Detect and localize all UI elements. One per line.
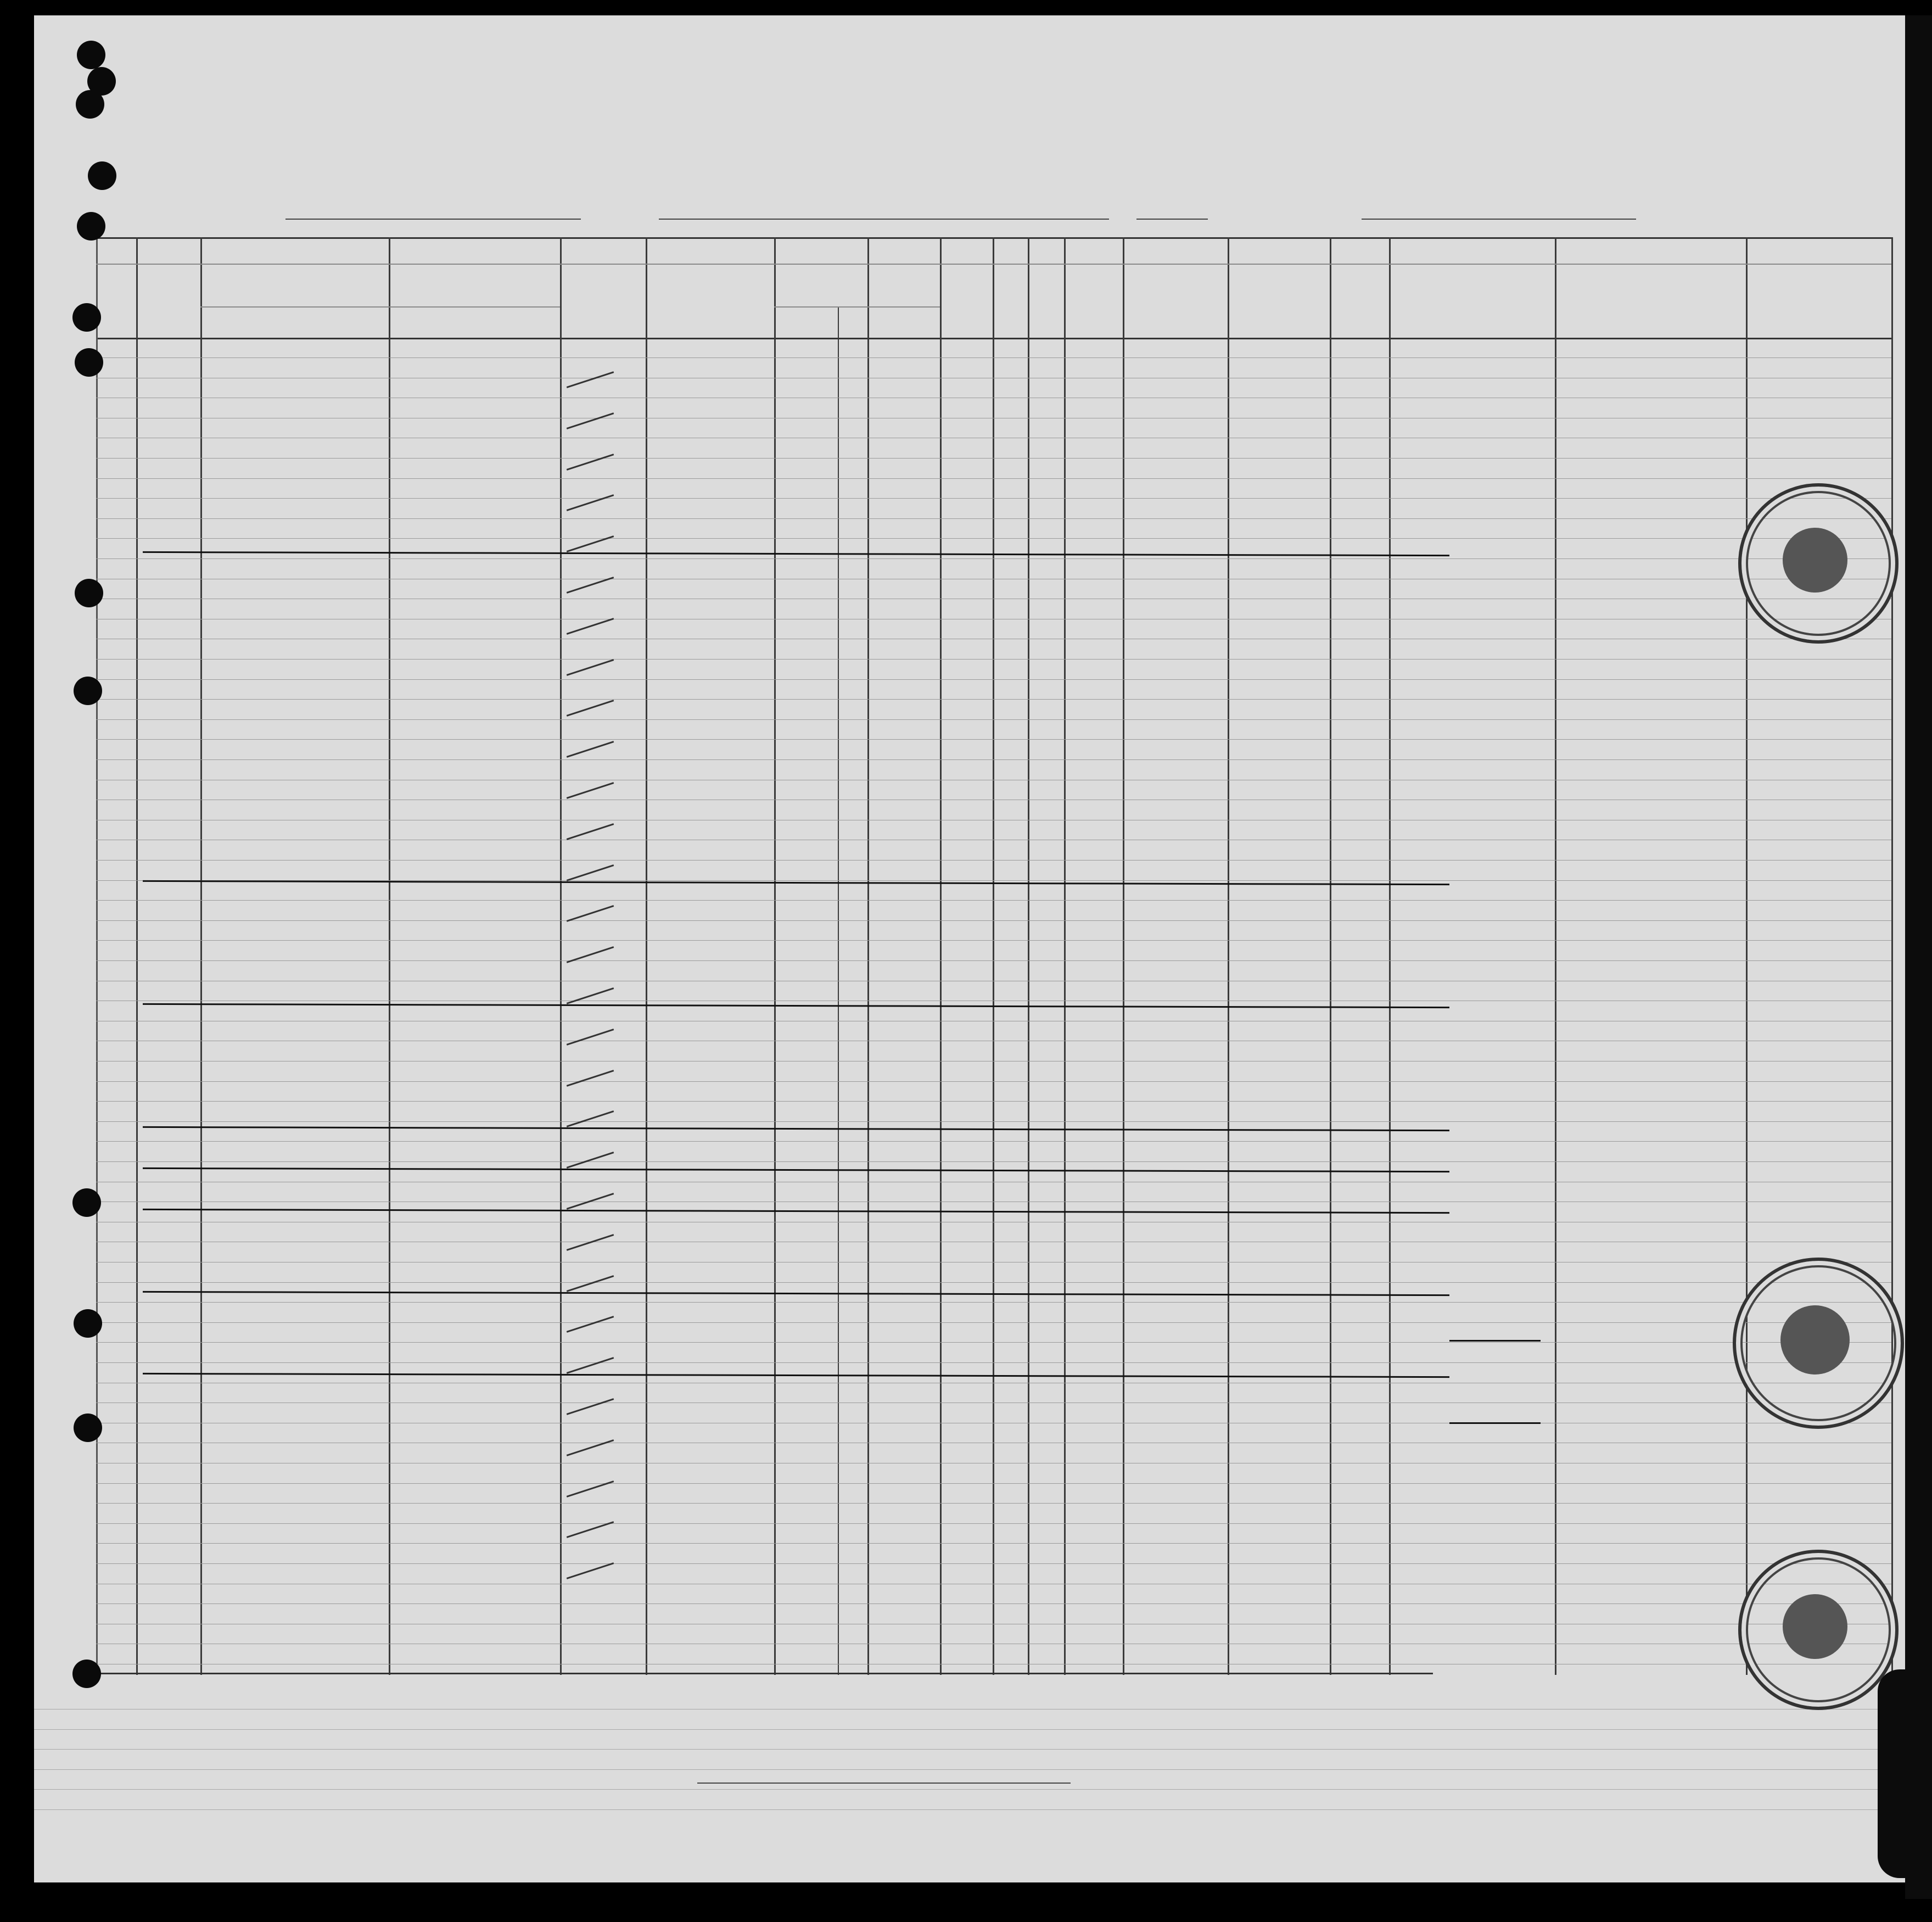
punch-hole (88, 161, 116, 190)
column-divider (993, 237, 994, 1675)
ruling-line (96, 357, 1891, 358)
check-mark (567, 454, 614, 471)
ruling-line (96, 1603, 1891, 1604)
row-strikethrough (143, 1290, 1449, 1295)
column-divider (774, 237, 776, 1675)
column-divider (1746, 237, 1748, 1675)
check-mark (567, 412, 614, 429)
ruling-line (96, 1563, 1891, 1564)
ruling-line (96, 739, 1891, 740)
check-mark (567, 741, 614, 758)
ruling-line (96, 679, 1891, 680)
ruling-line (96, 1543, 1891, 1544)
ruling-line (96, 1503, 1891, 1504)
ruling-line (34, 1809, 1905, 1810)
punch-hole (74, 1309, 102, 1338)
shipped-subdivider (838, 308, 839, 1675)
vessel-line-underline (659, 219, 977, 220)
punch-hole (72, 1660, 101, 1688)
check-mark (567, 1357, 614, 1374)
check-mark (567, 371, 614, 388)
column-divider (1064, 237, 1066, 1675)
ruling-line (96, 538, 1891, 539)
check-mark (567, 1522, 614, 1539)
punch-hole (74, 1413, 102, 1442)
ruling-line (96, 1121, 1891, 1122)
ruling-line (96, 1322, 1891, 1323)
row-strikethrough (143, 1373, 1449, 1378)
ruling-line (96, 1342, 1891, 1343)
column-divider (1228, 237, 1229, 1675)
ruling-line (96, 1141, 1891, 1142)
scan-edge (1905, 15, 1932, 1899)
ruling-line (96, 1081, 1891, 1082)
ruling-line (96, 1101, 1891, 1102)
ruling-line (96, 478, 1891, 479)
vessel-line-underline (966, 219, 1109, 220)
column-divider (1891, 237, 1893, 1675)
ruling-line (96, 719, 1891, 720)
check-mark (567, 1398, 614, 1415)
column-divider (560, 237, 562, 1675)
ruling-line (96, 960, 1891, 961)
row-strikethrough (143, 1003, 1449, 1008)
check-mark (567, 659, 614, 676)
check-mark (567, 1275, 614, 1292)
ruling-line (96, 940, 1891, 941)
remarks-num-rule (1554, 264, 1891, 265)
column-divider (1555, 237, 1556, 1675)
punch-hole (74, 677, 102, 705)
vessel-line-underline (285, 219, 581, 220)
check-mark (567, 782, 614, 799)
punch-hole (77, 212, 105, 241)
check-mark (567, 1111, 614, 1128)
check-mark (567, 864, 614, 881)
ruling-line (96, 1483, 1891, 1484)
ruling-line (96, 1362, 1891, 1363)
column-divider (940, 237, 942, 1675)
column-divider (646, 237, 647, 1675)
check-mark (567, 577, 614, 594)
consulate-stamp-aden-emblem (1780, 1305, 1850, 1375)
check-mark (567, 906, 614, 923)
column-divider (96, 237, 98, 1675)
row-strikethrough (143, 880, 1449, 885)
ruling-line (34, 1789, 1905, 1790)
remark-line (1449, 1422, 1541, 1424)
check-mark (567, 987, 614, 1004)
vessel-line-underline (1136, 219, 1208, 220)
check-mark (567, 1562, 614, 1579)
punch-hole (75, 579, 103, 607)
check-mark (567, 1070, 614, 1087)
punch-hole (72, 303, 101, 332)
punch-hole (77, 41, 105, 69)
check-mark (567, 1316, 614, 1333)
signature-line (697, 1783, 1071, 1784)
torn-edge (1878, 1669, 1905, 1878)
ruling-line (34, 1769, 1905, 1770)
column-divider (136, 237, 138, 1675)
check-mark (567, 618, 614, 635)
column-divider (1389, 237, 1391, 1675)
ruling-line (96, 458, 1891, 459)
vessel-line-underline (1362, 219, 1636, 220)
ruling-line (96, 1161, 1891, 1162)
row-strikethrough (143, 551, 1449, 556)
ruling-line (96, 659, 1891, 660)
punch-hole (76, 90, 104, 119)
punch-hole (75, 348, 103, 377)
num-rule (96, 264, 1555, 265)
ruling-line (96, 1302, 1891, 1303)
column-divider (1330, 237, 1331, 1675)
ruling-line (96, 860, 1891, 861)
column-divider (867, 237, 869, 1675)
column-divider (1028, 237, 1029, 1675)
row-strikethrough (143, 1209, 1449, 1214)
check-mark (567, 823, 614, 840)
name-subrule (200, 306, 560, 308)
ruling-line (96, 558, 1891, 559)
ruling-line (34, 1749, 1905, 1750)
row-strikethrough (143, 1167, 1449, 1172)
check-mark (567, 495, 614, 512)
ruling-line (96, 1282, 1891, 1283)
ruling-line (96, 1523, 1891, 1524)
manifest-sheet (34, 15, 1905, 1882)
column-divider (1123, 237, 1124, 1675)
name-subdivider (389, 308, 390, 338)
ruling-line (96, 759, 1891, 760)
ruling-line (34, 1729, 1905, 1730)
ruling-line (96, 518, 1891, 519)
bottom-row-rule (96, 1673, 1433, 1674)
ruling-line (96, 699, 1891, 700)
check-mark (567, 1029, 614, 1046)
column-divider (200, 237, 202, 1675)
check-mark (567, 1439, 614, 1456)
ruling-line (96, 498, 1891, 499)
row-strikethrough (143, 1126, 1449, 1131)
check-mark (567, 1152, 614, 1169)
check-mark (567, 700, 614, 717)
consulate-stamp-curacao-emblem (1783, 528, 1847, 593)
consulate-stamp-calcutta-emblem (1783, 1594, 1847, 1659)
ruling-line (96, 920, 1891, 921)
punch-hole (72, 1188, 101, 1217)
ruling-line (96, 900, 1891, 901)
column-divider (389, 237, 390, 1675)
shipped-subrule (774, 306, 940, 308)
remark-line (1449, 1340, 1541, 1342)
